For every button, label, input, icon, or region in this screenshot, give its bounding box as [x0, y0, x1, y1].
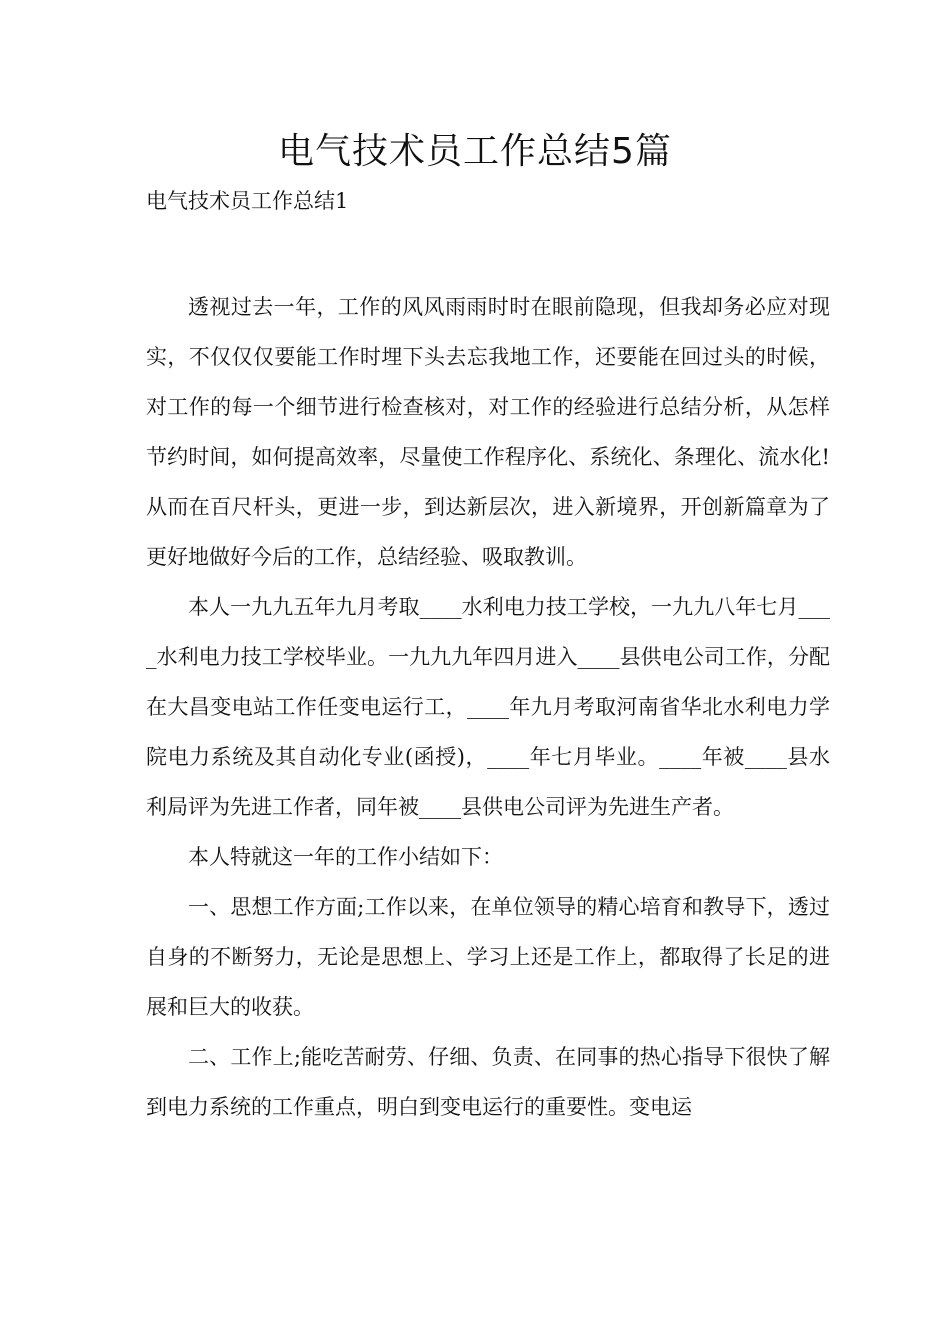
document-title: 电气技术员工作总结5篇 — [278, 131, 672, 172]
document-body — [146, 282, 830, 1132]
paragraph-1: 透视过去一年，工作的风风雨雨时时在眼前隐现，但我却务必应对现实，不仅仅仅要能工作时埋下头去忘我地工作，还要能在回过头的时候，对工作的每一个细节进行检查核对，对工作的经验进行总结分析，从怎样节约时间，如何提高效率，尽量使工作程序化、系统化、条理化、流水化!从而在百尺杆头，更进一步，到达新层次，进入新境界，开创新篇章为了更好地做好今后的工作，总结经验、吸取教训。 — [146, 295, 830, 569]
paragraph-4: 一、思想工作方面;工作以来，在单位领导的精心培育和教导下，透过自身的不断努力，无论是思想上、学习上还是工作上，都取得了长足的进展和巨大的收获。 — [146, 895, 830, 1019]
paragraph-5: 二、工作上;能吃苦耐劳、仔细、负责、在同事的热心指导下很快了解到电力系统的工作重点，明白到变电运行的重要性。变电运 — [146, 1045, 830, 1119]
paragraph-3: 本人特就这一年的工作小结如下： — [188, 845, 503, 869]
section-heading: 电气技术员工作总结1 — [146, 189, 349, 213]
paragraph-2: 本人一九九五年九月考取____水利电力技工学校，一九九八年七月____水利电力技工学校毕业。一九九九年四月进入____县供电公司工作，分配在大昌变电站工作任变电运行工，____年九月考取河南省华北水利电力学院电力系统及其自动化专业(函授)，____年七月毕业。____年被____县水利局评为先进工作者，同年被____县供电公司评为先进生产者。 — [146, 595, 830, 819]
